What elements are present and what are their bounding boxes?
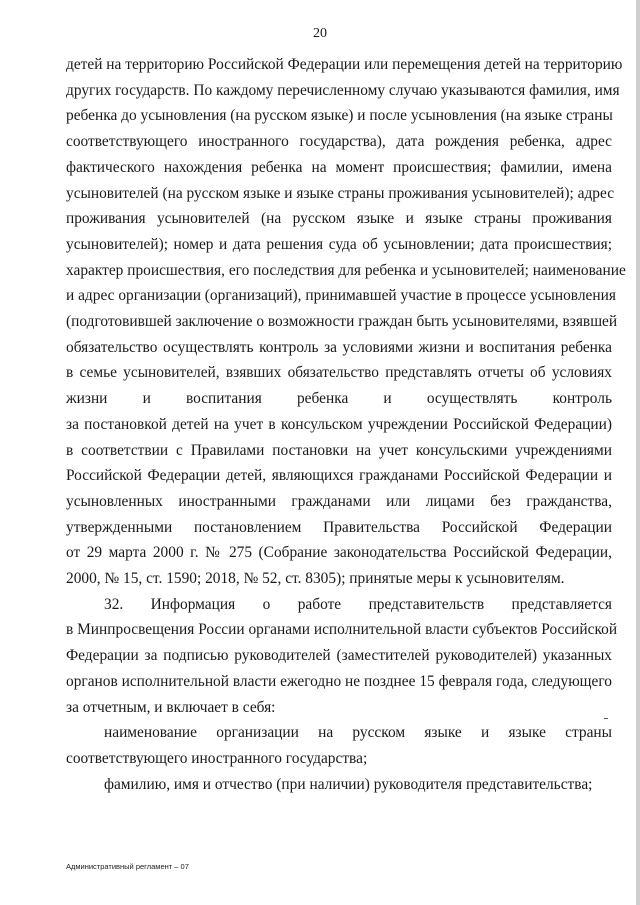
text-line: соответствующего иностранного государства), дата рождения ребенка, адрес (66, 133, 612, 151)
text-line: в соответствии с Правилами постановки на учет консульскими учреждениями (66, 441, 612, 459)
page-edge (636, 0, 640, 905)
text-line: усыновителей); номер и дата решения суда об усыновлении; дата происшествия; (66, 235, 612, 253)
text-line: и адрес организации (организаций), принимавшей участие в процессе усыновления (66, 287, 616, 305)
list-item-line: фамилию, имя и отчество (при наличии) руководителя представительства; (104, 775, 593, 793)
text-line: фактического нахождения ребенка на момент происшествия; фамилии, имена (66, 158, 612, 176)
document-body (66, 52, 626, 797)
text-line: усыновленных иностранными гражданами или лицами без гражданства, (66, 492, 612, 510)
text-line: от 29 марта 2000 г. № 275 (Собрание законодательства Российской Федерации, (66, 544, 612, 562)
text-line: за постановкой детей на учет в консульском учреждении Российской Федерации) (66, 415, 612, 433)
text-line: Федерации за подписью руководителей (заместителей руководителей) указанных (66, 647, 612, 665)
text-line: проживания усыновителей (на русском языке и языке страны проживания (66, 210, 612, 228)
text-line: Российской Федерации детей, являющихся гражданами Российской Федерации и (66, 467, 612, 485)
text-line: (подготовившей заключение о возможности граждан быть усыновителями, взявшей (66, 313, 618, 331)
text-line: в Минпросвещения России органами исполнительной власти субъектов Российской (66, 621, 618, 639)
list-item-line: соответствующего иностранного государства; (66, 749, 368, 767)
footer-label: Административный регламент – 07 (66, 862, 189, 871)
text-line: за отчетным, и включает в себя: (66, 698, 276, 716)
text-line: органов исполнительной власти ежегодно не позднее 15 февраля года, следующего (66, 672, 612, 690)
text-line: в семье усыновителей, взявших обязательство представлять отчеты об условиях (66, 364, 612, 382)
text-line: ребенка до усыновления (на русском языке) и после усыновления (на языке страны (66, 107, 613, 125)
text-line: характер происшествия, его последствия для ребенка и усыновителей; наименование (66, 261, 626, 279)
text-line: детей на территорию Российской Федерации или перемещения детей на территорию (66, 56, 623, 73)
paragraph-32-heading: 32. Информация о работе представительств представляется (104, 595, 612, 613)
page-number: 20 (313, 26, 327, 41)
list-item-line: наименование организации на русском языке и языке страны (104, 724, 612, 742)
text-line: утвержденными постановлением Правительства Российской Федерации (66, 518, 612, 536)
text-line: обязательство осуществлять контроль за условиями жизни и воспитания ребенка (66, 338, 612, 356)
text-line: жизни и воспитания ребенка и осуществлять контроль (66, 390, 612, 408)
text-line: других государств. По каждому перечисленному случаю указываются фамилия, имя (66, 81, 620, 99)
text-line: усыновителей (на русском языке и языке страны проживания усыновителей); адрес (66, 184, 615, 202)
text-line: 2000, № 15, ст. 1590; 2018, № 52, ст. 8305); принятые меры к усыновителям. (66, 570, 565, 588)
